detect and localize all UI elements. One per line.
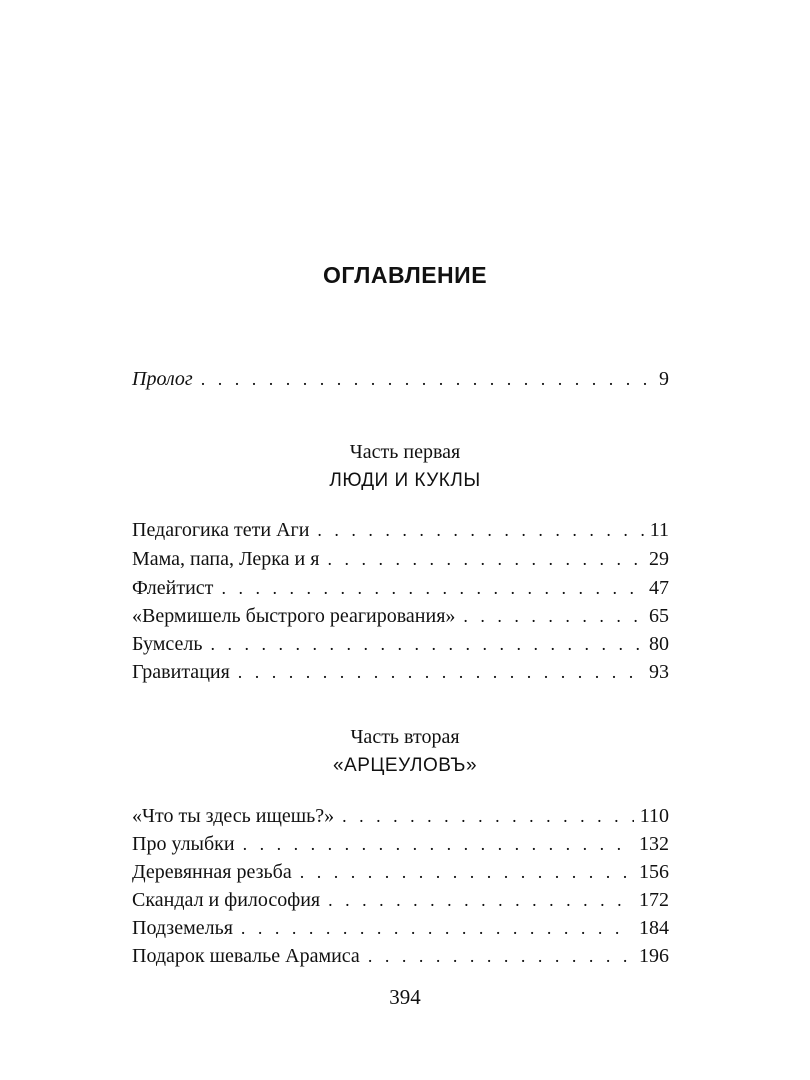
toc-entry-label: Пролог — [132, 368, 193, 390]
toc-entry-label: Педагогика тети Аги — [132, 519, 310, 541]
toc-entry-label: Подарок шевалье Арамиса — [132, 945, 360, 967]
toc-entry-page: 11 — [649, 519, 669, 541]
dot-leader — [327, 544, 643, 574]
part-two-label: Часть вторая — [350, 726, 460, 748]
toc-entry — [132, 629, 669, 659]
part-two-title: «АРЦЕУЛОВЪ» — [332, 755, 478, 776]
part-one-title: ЛЮДИ И КУКЛЫ — [329, 470, 481, 491]
toc-entry-label: «Что ты здесь ищешь?» — [132, 805, 335, 827]
toc-entry-page: 47 — [649, 577, 669, 599]
toc-entry-page: 172 — [639, 889, 669, 911]
dot-leader — [210, 629, 643, 659]
toc-entry — [132, 941, 669, 971]
toc-entry-label: Гравитация — [132, 661, 230, 683]
toc-title: ОГЛАВЛЕНИЕ — [322, 262, 488, 288]
dot-leader — [238, 657, 643, 687]
dot-leader — [368, 941, 633, 971]
toc-entry — [132, 657, 669, 687]
dot-leader — [201, 364, 653, 394]
toc-entry-page: 29 — [649, 548, 669, 570]
dot-leader — [342, 801, 634, 831]
dot-leader — [328, 885, 633, 915]
toc-entry-page: 80 — [649, 633, 669, 655]
toc-entry-page: 184 — [639, 917, 669, 939]
dot-leader — [317, 515, 643, 545]
dot-leader — [241, 913, 633, 943]
toc-entry — [132, 544, 669, 574]
toc-entry — [132, 857, 669, 887]
toc-entry-page: 110 — [639, 805, 669, 827]
toc-entry — [132, 801, 669, 831]
toc-entry-label: Про улыбки — [132, 833, 235, 855]
toc-entry-page: 93 — [649, 661, 669, 683]
toc-entry-page: 9 — [659, 368, 669, 390]
dot-leader — [463, 601, 643, 631]
toc-entry-label: Флейтист — [132, 577, 214, 599]
toc-entry — [132, 515, 669, 545]
toc-entry-label: «Вермишель быстрого реагирования» — [132, 605, 456, 627]
toc-entry-label: Деревянная резьба — [132, 861, 292, 883]
toc-entry-label: Мама, папа, Лерка и я — [132, 548, 320, 570]
toc-entry — [132, 913, 669, 943]
toc-entry-label: Подземелья — [132, 917, 233, 939]
toc-entry-prologue — [132, 364, 669, 394]
dot-leader — [243, 829, 633, 859]
toc-entry-page: 65 — [649, 605, 669, 627]
toc-entry — [132, 573, 669, 603]
dot-leader — [300, 857, 633, 887]
toc-entry-page: 196 — [639, 945, 669, 967]
toc-entry-page: 156 — [639, 861, 669, 883]
toc-entry — [132, 885, 669, 915]
toc-entry-page: 132 — [639, 833, 669, 855]
part-one-label: Часть первая — [349, 441, 461, 463]
toc-entry — [132, 601, 669, 631]
page-number: 394 — [389, 985, 421, 1009]
toc-entry-label: Бумсель — [132, 633, 203, 655]
dot-leader — [221, 573, 643, 603]
toc-entry — [132, 829, 669, 859]
toc-entry-label: Скандал и философия — [132, 889, 321, 911]
